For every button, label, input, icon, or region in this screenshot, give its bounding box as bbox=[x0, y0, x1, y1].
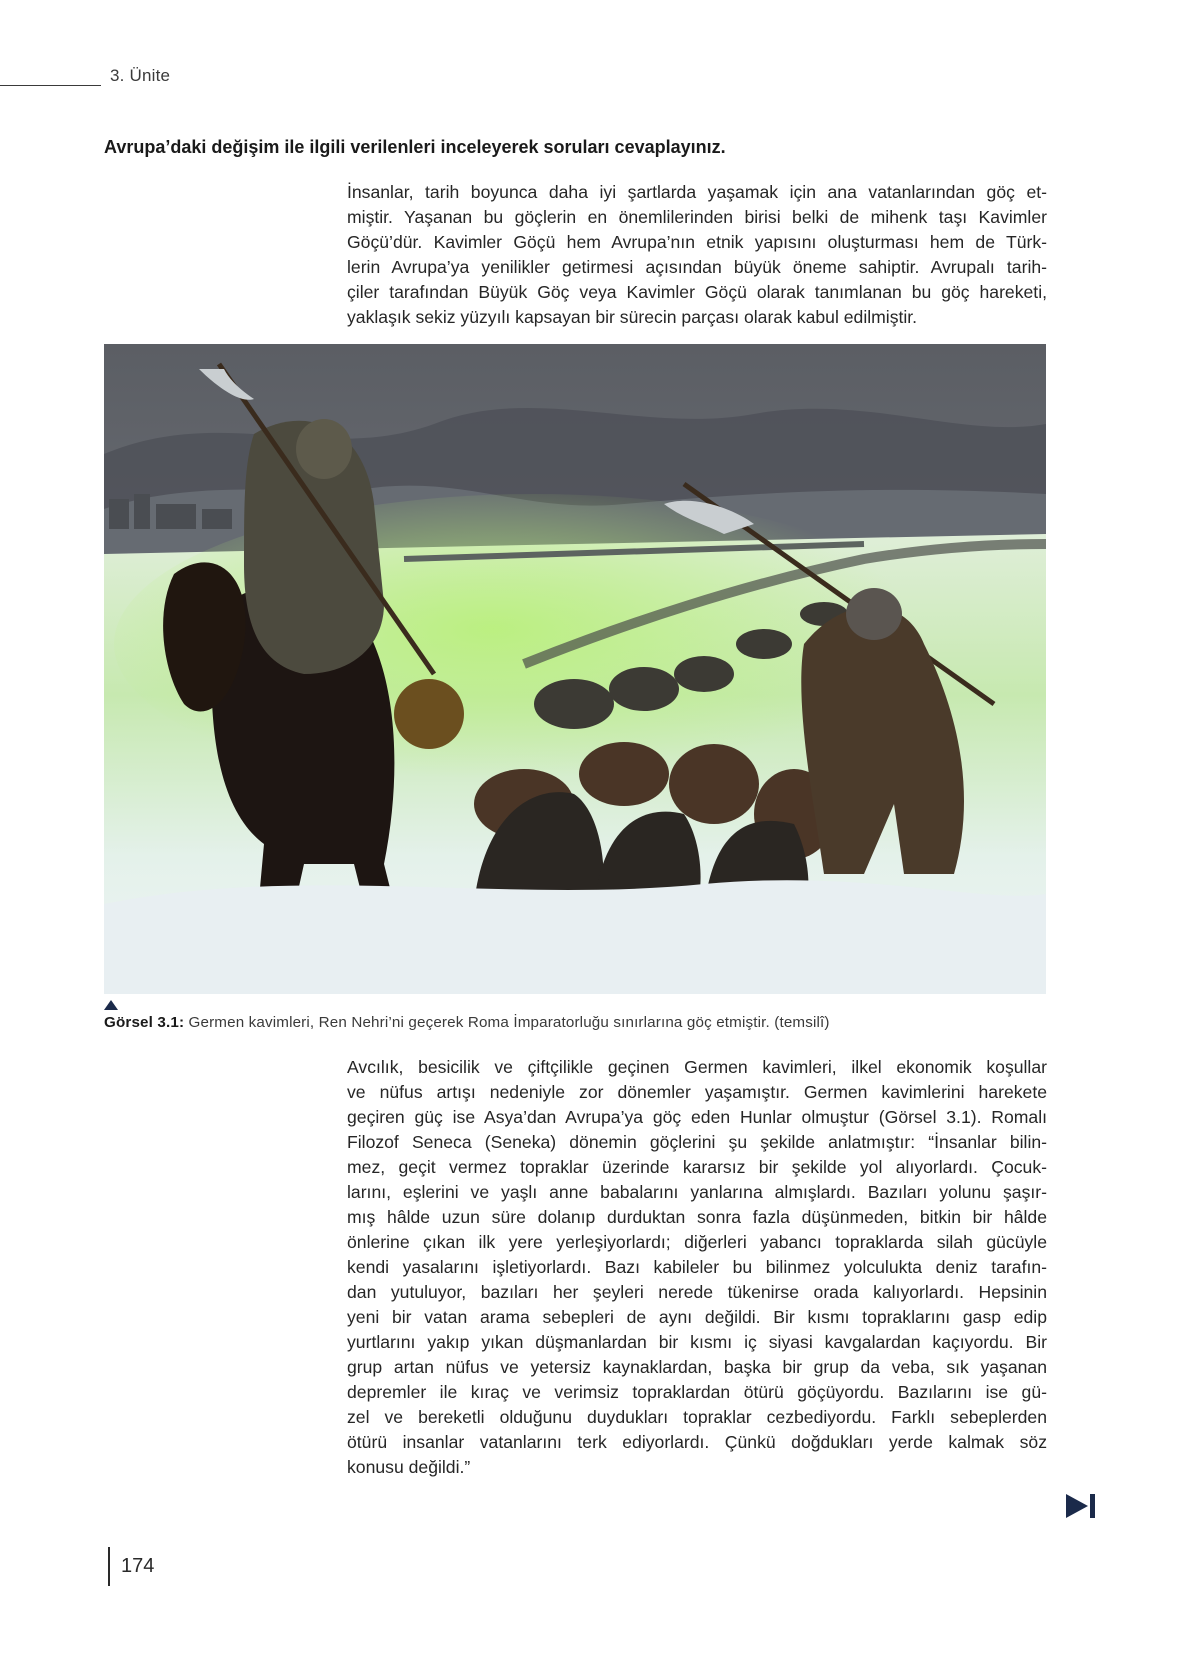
text-line: larını, eşlerini ve yaşlı anne babalarını yanlarına almışlardı. Bazıları yolunu şaşır- bbox=[347, 1182, 1047, 1202]
intro-paragraph bbox=[347, 180, 1047, 330]
caption-label: Görsel 3.1: bbox=[104, 1014, 185, 1031]
text-line: çiler tarafından Büyük Göç veya Kavimler Göçü olarak tanımlanan bu göç hareketi, bbox=[347, 282, 1047, 302]
header-rule bbox=[0, 85, 101, 86]
body-paragraph bbox=[347, 1055, 1047, 1480]
skip-next-icon[interactable] bbox=[1066, 1494, 1096, 1518]
text-line: önlerine çıkan ilk yere yerleşiyorlardı; diğerleri yabancı topraklarda silah gücüyle bbox=[347, 1232, 1047, 1252]
text-line: Avcılık, besicilik ve çiftçilikle geçinen Germen kavimleri, ilkel ekonomik koşullar bbox=[347, 1057, 1047, 1077]
text-line: yaklaşık sekiz yüzyılı kapsayan bir sürecin parçası olarak kabul edilmiştir. bbox=[347, 307, 918, 327]
text-line: ve nüfus artışı nedeniyle zor dönemler yaşamıştır. Germen kavimlerini harekete bbox=[347, 1082, 1047, 1102]
text-line: mış hâlde uzun süre dolanıp durduktan sonra fazla düşünmeden, bitkin bir hâlde bbox=[347, 1207, 1047, 1227]
text-line: depremler ile kıraç ve verimsiz topraklardan ötürü göçüyordu. Bazılarını ise gü- bbox=[347, 1382, 1047, 1402]
text-line: İnsanlar, tarih boyunca daha iyi şartlarda yaşamak için ana vatanlarından göç et- bbox=[347, 182, 1047, 202]
triangle-up-icon bbox=[104, 1000, 118, 1010]
figure-caption bbox=[104, 1014, 830, 1031]
text-line: miştir. Yaşanan bu göçlerin en önemlilerinden birisi belki de mihenk taşı Kavimler bbox=[347, 207, 1047, 227]
page-number-rule bbox=[108, 1547, 110, 1586]
text-line: lerin Avrupa’ya yenilikler getirmesi açısından büyük öneme sahiptir. Avrupalı tarih- bbox=[347, 257, 1047, 277]
caption-text: Germen kavimleri, Ren Nehri’ni geçerek Roma İmparatorluğu sınırlarına göç etmiştir. (temsilî) bbox=[184, 1014, 830, 1031]
page-number: 174 bbox=[121, 1555, 155, 1577]
text-line: Göçü’dür. Kavimler Göçü hem Avrupa’nın etnik yapısını oluşturması hem de Türk- bbox=[347, 232, 1047, 252]
text-line: Filozof Seneca (Seneka) dönemin göçlerini şu şekilde anlatmıştır: “İnsanlar bilin- bbox=[347, 1132, 1047, 1152]
text-line: kendi yasalarını işletiyorlardı. Bazı kabileler bu bilinmez yolculukta deniz tarafın- bbox=[347, 1257, 1047, 1277]
text-line: dan yutuluyor, bazıları her şeyleri nerede tükenirse orada kalıyorlardı. Hepsinin bbox=[347, 1282, 1047, 1302]
text-line: geçiren güç ise Asya’dan Avrupa’ya göç eden Hunlar olmuştur (Görsel 3.1). Romalı bbox=[347, 1107, 1047, 1127]
text-line: grup artan nüfus ve yetersiz kaynaklardan, başka bir grup da veba, sık yaşanan bbox=[347, 1357, 1047, 1377]
text-line: yeni bir vatan arama sebepleri de aynı değildi. Bir kısmı topraklarını gasp edip bbox=[347, 1307, 1047, 1327]
unit-label: 3. Ünite bbox=[110, 66, 171, 85]
text-line: konusu değildi.” bbox=[347, 1457, 471, 1477]
text-line: yurtlarını yakıp yıkan düşmanlardan bir kısmı iç siyasi kavgalardan kaçıyordu. Bir bbox=[347, 1332, 1047, 1352]
text-line: zel ve bereketli olduğunu duydukları topraklar cezbediyordu. Farklı sebeplerden bbox=[347, 1407, 1047, 1427]
instruction-heading: Avrupa’daki değişim ile ilgili verilenleri inceleyerek soruları cevaplayınız. bbox=[104, 137, 726, 157]
migration-illustration bbox=[104, 344, 1046, 994]
text-line: mez, geçit vermez topraklar üzerinde kararsız bir şekilde yol alıyorlardı. Çocuk- bbox=[347, 1157, 1047, 1177]
text-line: ötürü insanlar vatanlarını terk ediyorlardı. Çünkü doğdukları yerde kalmak söz bbox=[347, 1432, 1047, 1452]
